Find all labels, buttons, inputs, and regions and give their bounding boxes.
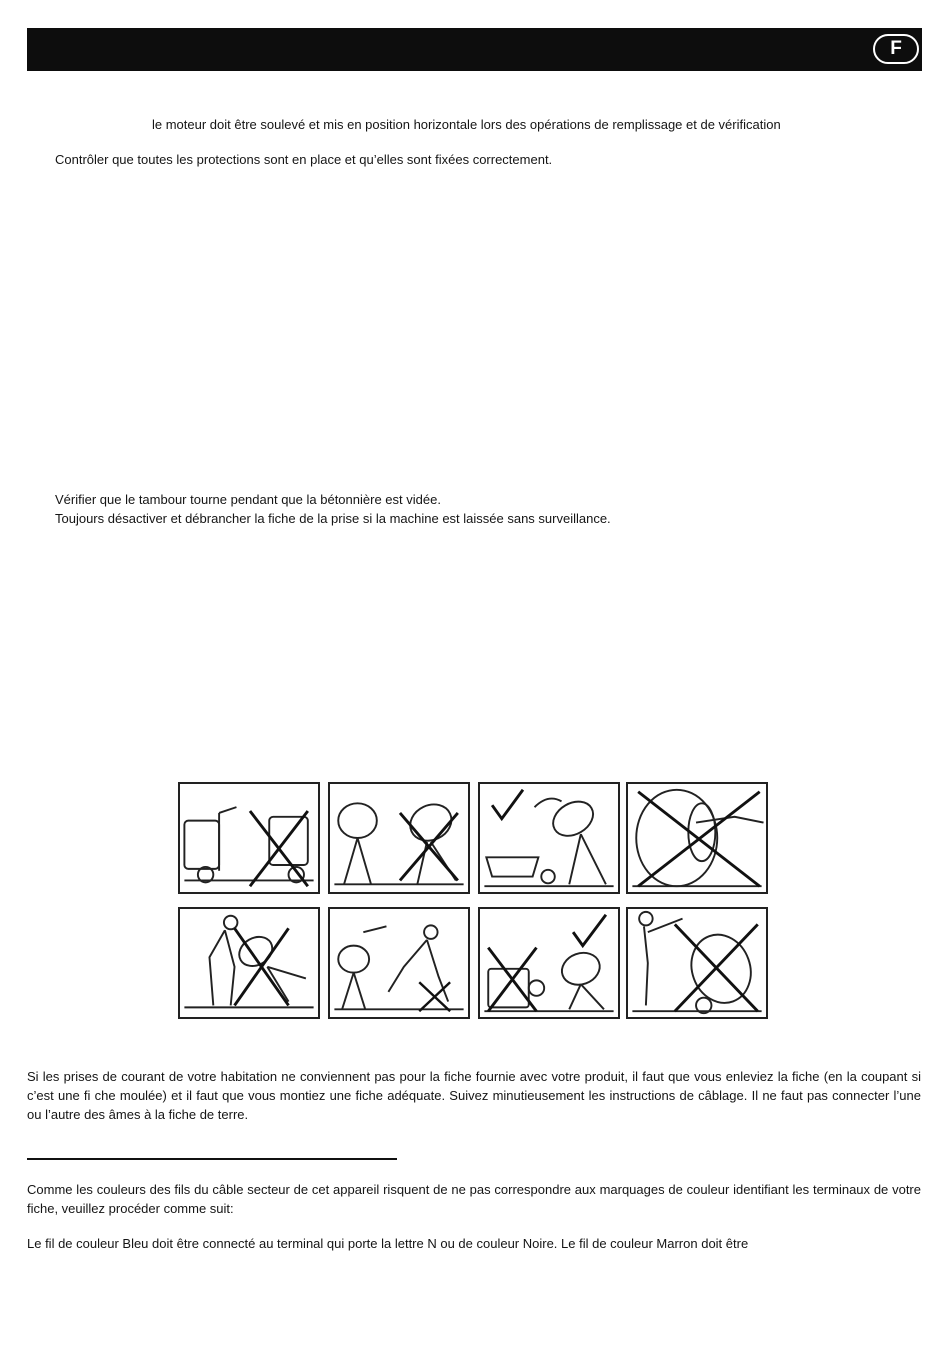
illustration-unload-correct: [478, 907, 620, 1019]
paragraph-drum-rotation: Vérifier que le tambour tourne pendant que la bétonnière est vidée.: [55, 492, 441, 507]
header-bar: [27, 28, 922, 71]
illustration-hand-in-drum: [626, 782, 768, 894]
paragraph-wire-colours: Comme les couleurs des fils du câble secteur de cet appareil risquent de ne pas correspondre aux marquages de couleur identifiant les terminaux de votre fiche, veuillez procéder comme suit:: [27, 1182, 921, 1216]
illustration-person-pushing-drum: [626, 907, 768, 1019]
illustration-unload-wheelbarrow: [478, 782, 620, 894]
section-divider: [27, 1158, 397, 1160]
paragraph-wire-connection: Le fil de couleur Bleu doit être connecté au terminal qui porte la lettre N ou de couleur Noire. Le fil de couleur Marron doit être: [27, 1236, 749, 1251]
paragraph-disconnect: Toujours désactiver et débrancher la fiche de la prise si la machine est laissée sans surveillance.: [55, 511, 611, 526]
language-badge: F: [873, 34, 919, 64]
paragraph-engine-position: le moteur doit être soulevé et mis en position horizontale lors des opérations de remplissage et de vérification: [152, 117, 781, 132]
illustration-person-tripping: [328, 907, 470, 1019]
paragraph-plug-replacement: Si les prises de courant de votre habitation ne conviennent pas pour la fiche fournie avec votre produit, il faut que vous enleviez la fiche (en la coupant si c’est une fi che moulée) et il faut que vous montiez une fiche adéquate. Suivez minutieusement les instructions de câblage. Il ne faut pas connecter l’une ou l’autre des âmes à la fiche de terre.: [27, 1069, 921, 1122]
paragraph-protections: Contrôler que toutes les protections sont en place et qu’elles sont fixées correctement.: [55, 152, 553, 167]
illustration-mixer-falling-person: [178, 907, 320, 1019]
illustration-engine-tilt: [178, 782, 320, 894]
illustration-mixer-tipping: [328, 782, 470, 894]
